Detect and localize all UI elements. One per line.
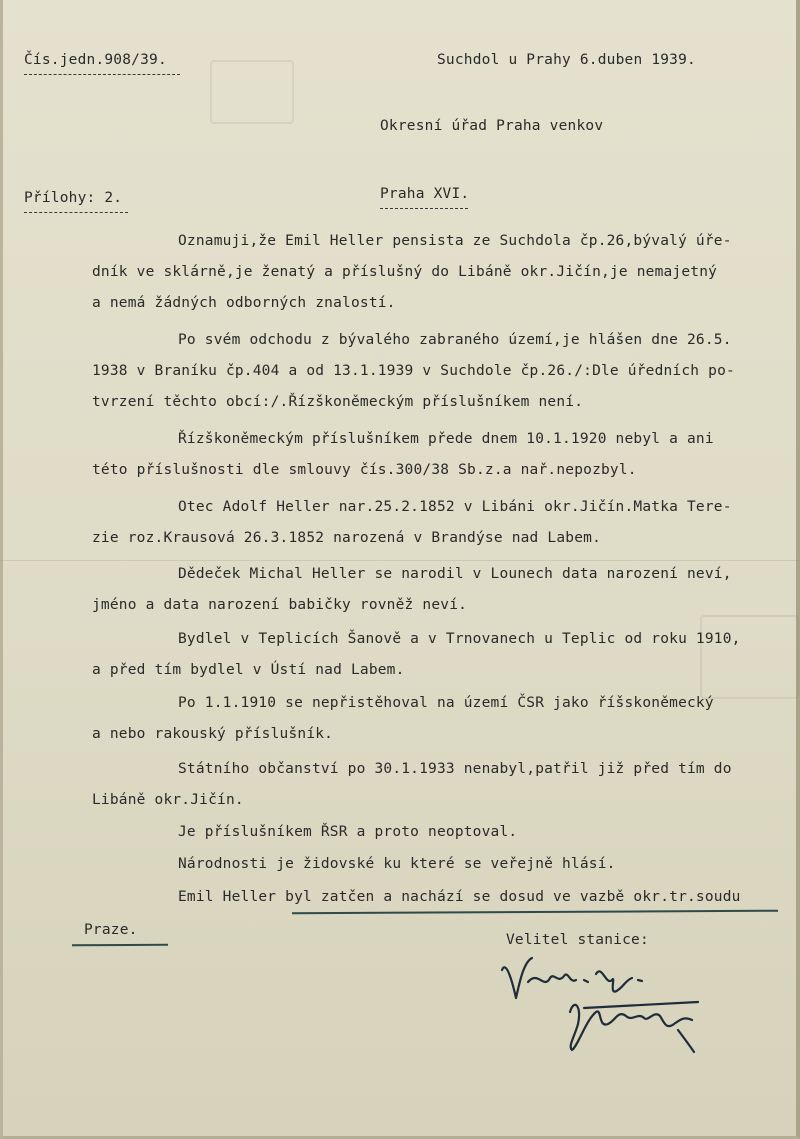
- signature-stroke: [638, 980, 642, 981]
- paragraph-line: a nebo rakouský příslušník.: [92, 726, 334, 743]
- paragraph-line: Řízškoněmeckým příslušníkem přede dnem 10.1.1920 nebyl a ani: [178, 431, 714, 447]
- paragraph-line: dník ve sklárně,je ženatý a příslušný do Libáně okr.Jičín,je nemajetný: [92, 264, 718, 281]
- attachments-underline: [24, 212, 128, 213]
- paragraph-line: zie roz.Krausová 26.3.1852 narozená v Brandýse nad Labem.: [92, 530, 601, 547]
- paragraph-line: Otec Adolf Heller nar.25.2.1852 v Libáni okr.Jičín.Matka Tere-: [178, 499, 732, 515]
- paragraph-1: [92, 226, 782, 320]
- paragraph-9: [92, 817, 782, 848]
- paragraph-line: Národnosti je židovské ku které se veřejně hlásí.: [178, 856, 616, 872]
- paragraph-3: [92, 424, 782, 486]
- paragraph-line: jméno a data narození babičky rovněž neví.: [92, 597, 468, 614]
- reference-number: Čís.jedn.908/39.: [24, 52, 167, 68]
- paragraph-4: [92, 492, 782, 554]
- handwritten-signature: [498, 950, 728, 1070]
- place-and-date: Suchdol u Prahy 6.duben 1939.: [437, 52, 696, 68]
- paragraph-line: Emil Heller byl zatčen a nachází se dosud ve vazbě okr.tr.soudu: [178, 889, 741, 905]
- paragraph-line: a před tím bydlel v Ústí nad Labem.: [92, 662, 405, 679]
- faint-stamp-ghost: [210, 60, 294, 124]
- paragraph-10: [92, 849, 782, 880]
- signature-stroke: [596, 971, 632, 991]
- signature-stroke: [528, 974, 576, 982]
- paragraph-6: [92, 624, 782, 686]
- paragraph-line: Je příslušníkem ŘSR a proto neoptoval.: [178, 824, 518, 840]
- signature-stroke: [570, 1005, 692, 1050]
- handwritten-underline: [72, 944, 168, 947]
- paragraph-line: Bydlel v Teplicích Šanově a v Trnovanech u Teplic od roku 1910,: [178, 631, 741, 647]
- recipient-office: Okresní úřad Praha venkov: [380, 118, 604, 134]
- paragraph-2: [92, 325, 782, 419]
- paragraph-7: [92, 688, 782, 750]
- paragraph-line: Po svém odchodu z bývalého zabraného území,je hlášen dne 26.5.: [178, 332, 732, 348]
- paragraph-11-continuation: Praze.: [84, 922, 138, 938]
- signatory-title: Velitel stanice:: [506, 932, 649, 948]
- signature-stroke: [584, 1002, 698, 1008]
- reference-underline: [24, 74, 180, 75]
- paragraph-line: Dědeček Michal Heller se narodil v Lounech data narození neví,: [178, 566, 732, 582]
- paragraph-line: této příslušnosti dle smlouvy čís.300/38 Sb.z.a nař.nepozbyl.: [92, 462, 637, 479]
- paragraph-line: tvrzení těchto obcí:/.Řízškoněmeckým příslušníkem není.: [92, 394, 584, 411]
- attachments-count: Přílohy: 2.: [24, 190, 123, 206]
- signature-stroke: [584, 980, 588, 982]
- recipient-city-underline: [380, 208, 468, 209]
- paragraph-line: a nemá žádných odborných znalostí.: [92, 295, 396, 312]
- paragraph-8: [92, 754, 782, 816]
- signature-stroke: [678, 1030, 694, 1052]
- signature-stroke: [502, 958, 532, 998]
- paragraph-5: [92, 559, 782, 621]
- paragraph-line: Libáně okr.Jičín.: [92, 792, 244, 809]
- paragraph-line: 1938 v Braníku čp.404 a od 13.1.1939 v Suchdole čp.26./:Dle úředních po-: [92, 363, 735, 380]
- recipient-city: Praha XVI.: [380, 186, 470, 202]
- paragraph-line: Po 1.1.1910 se nepřistěhoval na území ČSR jako říšskoněmecký: [178, 695, 714, 711]
- paragraph-11: [92, 882, 782, 913]
- paragraph-line: Oznamuji,že Emil Heller pensista ze Suchdola čp.26,bývalý úře-: [178, 233, 732, 249]
- paragraph-line: Státního občanství po 30.1.1933 nenabyl,patřil již před tím do: [178, 761, 732, 777]
